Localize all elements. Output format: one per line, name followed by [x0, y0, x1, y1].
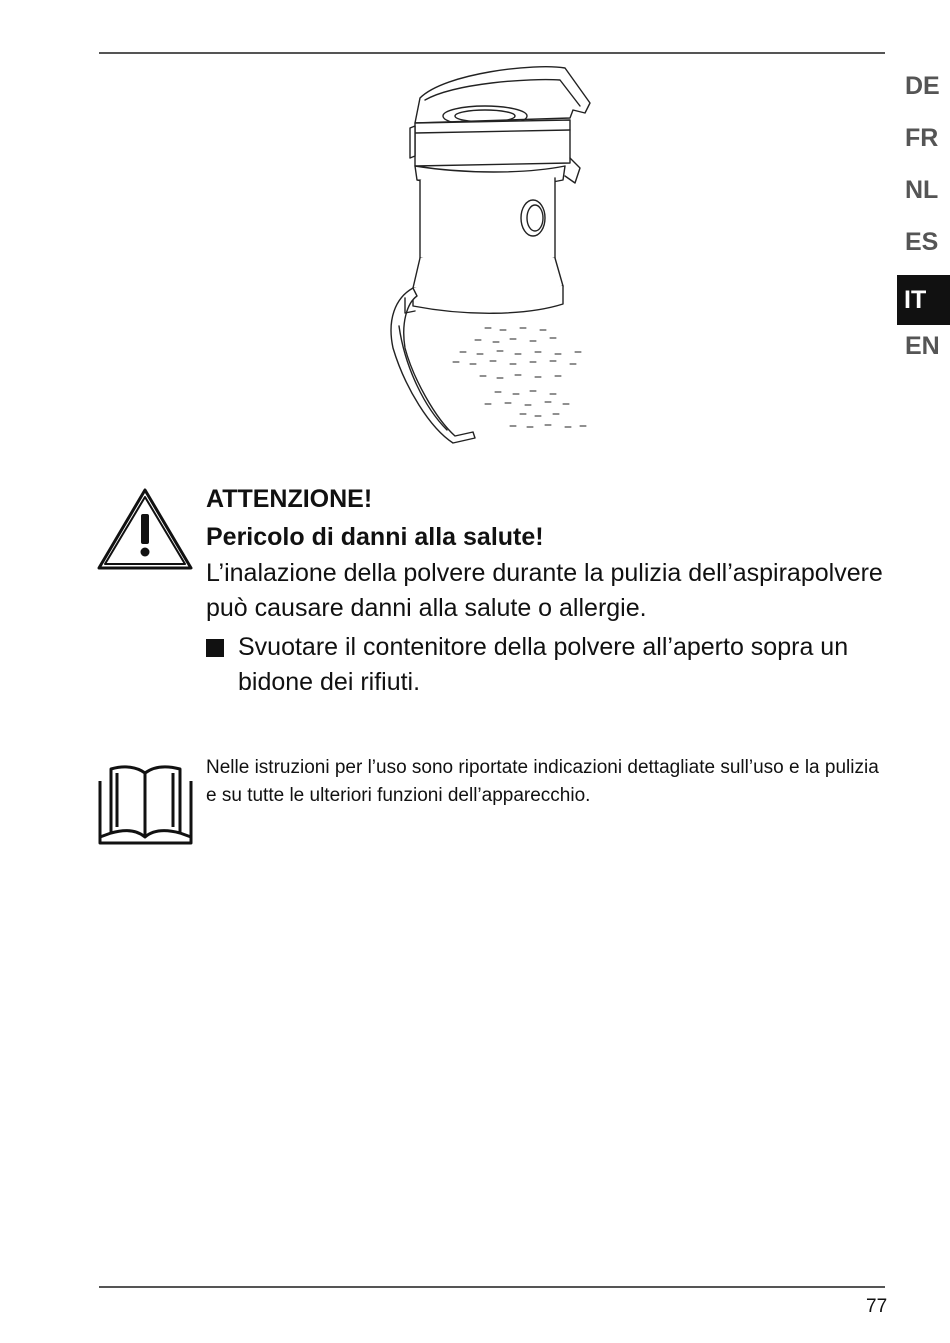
warning-bullet-text: Svuotare il contenitore della polvere all’aperto sopra un bidone dei rifiuti. [238, 633, 849, 696]
warning-text: L’inalazione della polvere durante la pulizia dell’aspirapolvere può causare danni alla salute o allergie. [206, 559, 883, 622]
warning-bullet [206, 630, 886, 700]
lang-tab-it[interactable]: IT [897, 275, 950, 325]
open-book-icon [97, 763, 194, 845]
lang-tab-en[interactable]: EN [905, 332, 940, 360]
lang-tab-es[interactable]: ES [905, 228, 939, 256]
lang-tab-nl[interactable]: NL [905, 176, 939, 204]
warning-title: ATTENZIONE! [206, 485, 373, 513]
warning-subtitle: Pericolo di danni alla salute! [206, 523, 544, 551]
top-rule [99, 52, 885, 54]
language-tabs [897, 66, 950, 378]
warning-block [206, 480, 886, 700]
bullet-square-icon [206, 639, 224, 657]
bottom-rule [99, 1286, 885, 1288]
lang-tab-fr[interactable]: FR [905, 124, 939, 152]
dust-container-emptying-illustration [385, 58, 605, 453]
page-number: 77 [866, 1296, 888, 1317]
manual-note-text: Nelle istruzioni per l’uso sono riportate indicazioni dettagliate sull’uso e la pulizia e su tutte le ulteriori funzioni dell’apparecchio. [206, 757, 879, 806]
lang-tab-de[interactable]: DE [905, 72, 940, 100]
warning-triangle-icon [96, 487, 194, 571]
